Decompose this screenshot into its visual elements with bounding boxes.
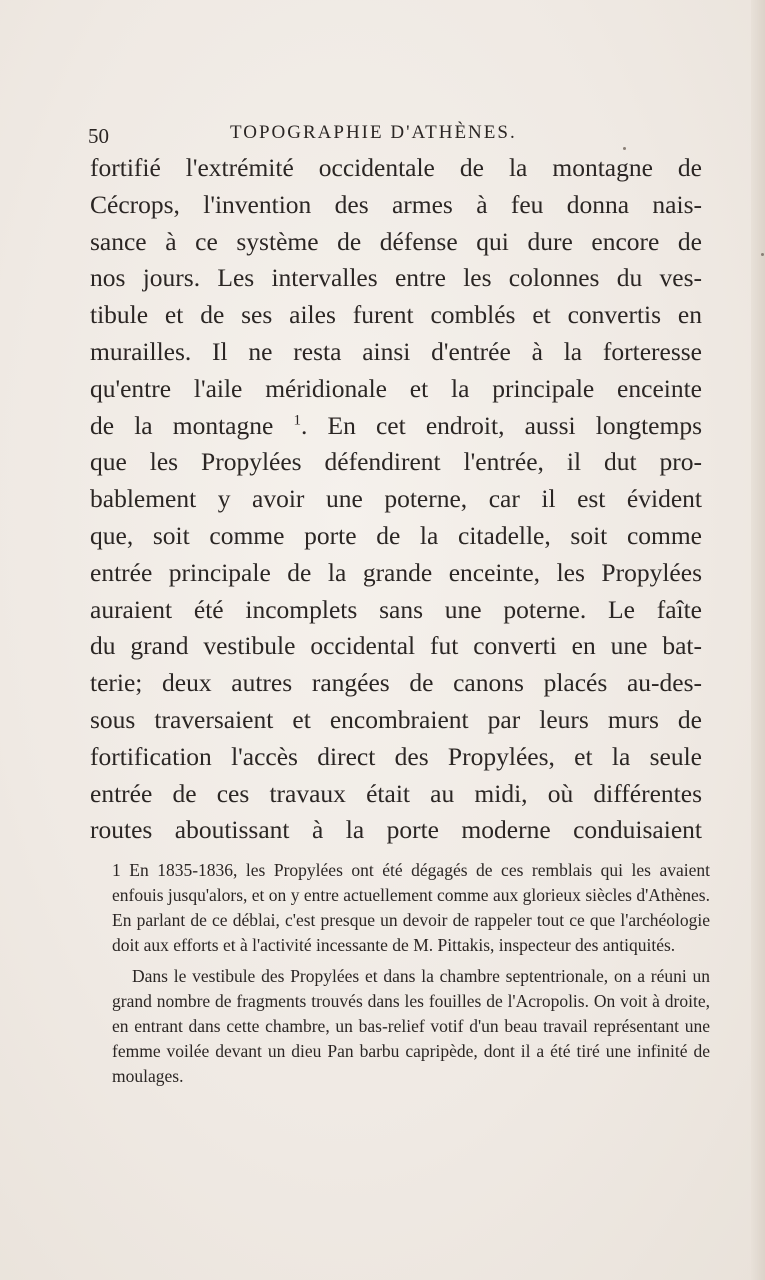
text-line: sance à ce système de défense qui dure encore de <box>90 226 702 256</box>
paper-speck <box>761 253 764 256</box>
footnote-text: En 1835-1836, les Propylées ont été dégagés de ces remblais qui les avaient enfouis jusqu'alors, et on y entre actuellement comme aux glorieux siècles d'Athènes. En parlant de ce déblai, c'est presque un devoir de rappeler tout ce que l'archéologie doit aux efforts et à l'activité incessante de M. Pittakis, inspecteur des antiquités. <box>112 860 711 955</box>
text-segment: . En cet endroit, aussi longtemps <box>300 410 702 440</box>
text-line: du grand vestibule occidental fut converti en une bat- <box>90 631 702 661</box>
footnote-marker: 1 <box>112 860 121 880</box>
text-line: routes aboutissant à la porte moderne conduisaient <box>90 815 702 845</box>
paper-speck <box>623 147 626 150</box>
text-line: qu'entre l'aile méridionale et la principale enceinte <box>90 373 702 403</box>
footnotes <box>112 858 710 1095</box>
text-line: fortifié l'extrémité occidentale de la montagne de <box>90 153 702 182</box>
text-line-with-note <box>90 408 702 445</box>
text-line: que, soit comme porte de la citadelle, soit comme <box>90 520 702 550</box>
text-line: fortification l'accès direct des Propylées, et la seule <box>90 741 702 771</box>
text-line: entrée de ces travaux était au midi, où différentes <box>90 778 702 808</box>
footnote-marker: 1 <box>293 412 301 429</box>
page-header <box>88 118 688 148</box>
text-line: que les Propylées défendirent l'entrée, il dut pro- <box>90 447 702 477</box>
footnote-1 <box>112 858 710 958</box>
text-line: nos jours. Les intervalles entre les colonnes du ves- <box>90 263 702 293</box>
text-line: entrée principale de la grande enceinte, les Propylées <box>90 557 702 587</box>
footnote-continuation: Dans le vestibule des Propylées et dans la chambre septentrionale, on a réuni un grand nombre de fragments trouvés dans les fouilles de l'Acropolis. On voit à droite, en entrant dans cette chambre, un bas-relief votif d'un beau travail représentant une femme voilée devant un dieu Pan barbu capripède, dont il a été tiré une infinité de moulages. <box>112 966 710 1086</box>
text-line: tibule et de ses ailes furent comblés et convertis en <box>90 300 702 330</box>
text-line: bablement y avoir une poterne, car il est évident <box>90 484 702 514</box>
text-line: sous traversaient et encombraient par leurs murs de <box>90 704 702 734</box>
running-head: TOPOGRAPHIE D'ATHÈNES. <box>230 122 517 143</box>
main-text <box>90 150 702 849</box>
page-number: 50 <box>88 124 109 148</box>
text-line: murailles. Il ne resta ainsi d'entrée à la forteresse <box>90 336 702 366</box>
page-edge <box>751 0 765 1280</box>
text-segment: de la montagne <box>90 410 274 440</box>
text-line: Cécrops, l'invention des armes à feu donna nais- <box>90 189 702 219</box>
text-line: terie; deux autres rangées de canons placés au-des- <box>90 668 702 698</box>
text-line: auraient été incomplets sans une poterne. Le faîte <box>90 594 702 624</box>
